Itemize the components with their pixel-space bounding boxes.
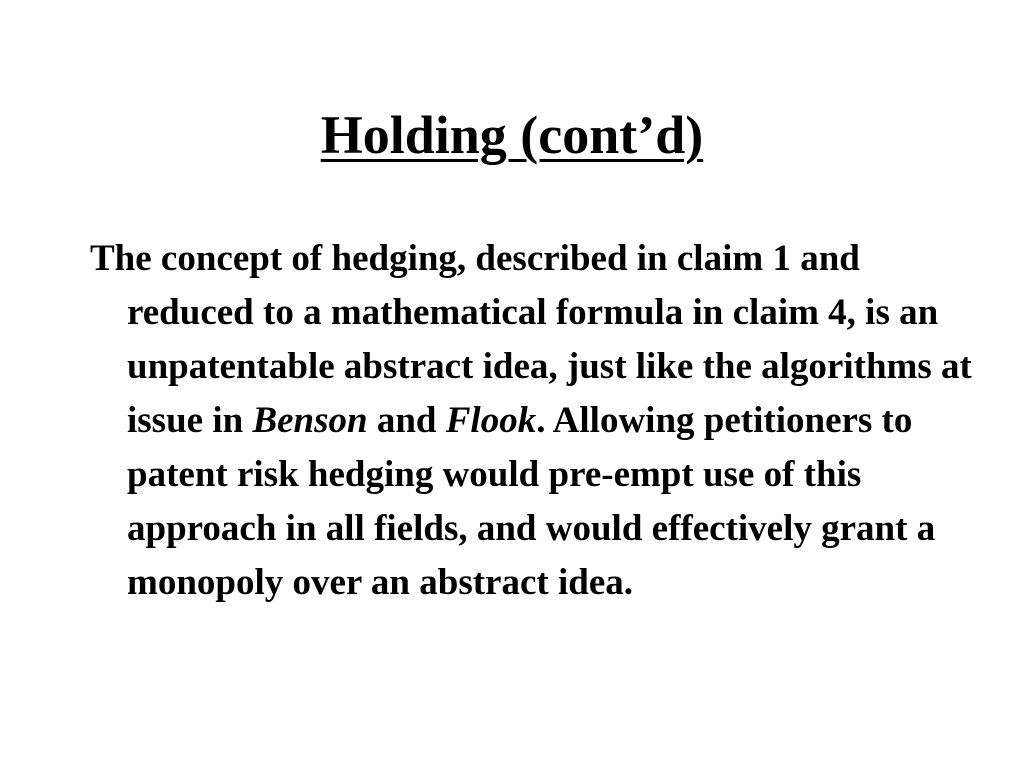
case-name-benson: Benson [252,400,368,441]
slide-title-text: Holding (cont’d) [320,105,704,165]
case-name-flook: Flook [445,400,537,441]
body-text-part-2: and [367,400,446,441]
body-text-part-1: The concept of hedging, described in claim 1 and reduced to a mathematical formula in claim 4, is an unpatentable abstract idea, just like the algorithms at issue in [90,238,972,441]
body-paragraph [90,232,987,610]
slide-title [0,100,1024,170]
body-text-part-3: . Allowing petitioners to patent risk hedging would pre-empt use of this approach in all fields, and would effectively grant a monopoly over an abstract idea. [127,400,936,603]
